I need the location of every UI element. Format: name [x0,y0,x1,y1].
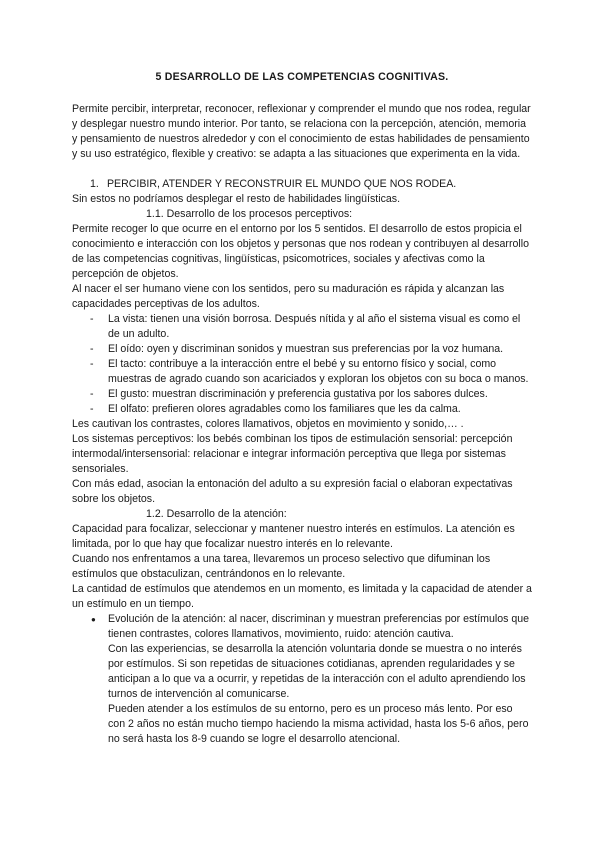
section-1-heading [90,177,532,192]
document-body [72,70,532,747]
list-item-gusto: - El gusto: muestran discriminación y preferencia gustativa por los sabores dulces. [72,387,532,402]
subsection-1-1-paragraph-4: Los sistemas perceptivos: los bebés combinan los tipos de estimulación sensorial: percepción intermodal/intersensorial: relacionar e integrar información perceptiva que llega por sistemas sensoriales. [72,433,513,475]
subsection-1-2-paragraph-3: La cantidad de estímulos que atendemos en un momento, es limitada y la capacidad de atender a un estímulo en un tiempo. [72,583,532,610]
subsection-1-1-paragraph-2: Al nacer el ser humano viene con los sentidos, pero su maduración es rápida y alcanzan las capacidades perceptivas de los adultos. [72,283,505,310]
list-item-evolucion [72,612,532,642]
subsection-1-2-paragraph-1: Capacidad para focalizar, seleccionar y mantener nuestro interés en estímulos. La atención es limitada, por lo que hay que focalizar nuestro interés en lo relevante. [72,523,515,550]
subsection-1-1-paragraph-1: Permite recoger lo que ocurre en el entorno por los 5 sentidos. El desarrollo de estos propicia el conocimiento e interacción con los objetos y personas que nos rodean y contribuyen al desarrollo de las competencias cognitivas, lingüísticas, psicomotrices, sociales y afectivas como la percepción de objetos. [72,223,529,280]
subsection-1-1-paragraph-3: Les cautivan los contrastes, colores llamativos, objetos en movimiento y sonido,… . [72,418,464,430]
section-1-number: 1. [90,178,99,190]
subsection-1-2-paragraph-2: Cuando nos enfrentamos a una tarea, llevaremos un proceso selectivo que difuminan los estímulos que obstaculizan, centrándonos en lo relevante. [72,553,491,580]
section-1-lead: Sin estos no podríamos desplegar el resto de habilidades lingüísticas. [72,193,401,205]
evolucion-paragraph-3: Pueden atender a los estímulos de su entorno, pero es un proceso más lento. Por eso con 2 años no están mucho tiempo haciendo la misma actividad, hasta los 5-6 años, pero no será hasta los 8-9 cuando se logre el desarrollo atencional. [108,703,529,745]
subsection-1-2-heading: 1.2. Desarrollo de la atención: [146,508,287,520]
subsection-1-1-heading: 1.1. Desarrollo de los procesos perceptivos: [146,208,353,220]
intro-paragraph: Permite percibir, interpretar, reconocer, reflexionar y comprender el mundo que nos rodea, regular y desplegar nuestro mundo interior. Por tanto, se relaciona con la percepción, atención, memoria y pensamiento de nuestros alrededor y con el conocimiento de estas habilidades de pensamiento y su uso estratégico, flexible y creativo: se adapta a las situaciones que experimenta en la vida. [72,103,531,160]
senses-list [72,312,532,417]
evolucion-paragraph-2: Con las experiencias, se desarrolla la atención voluntaria donde se muestra o no interés por estímulos. Si son repetidas de situaciones cotidianas, aprenden regularidades y se anticipan a lo que va a ocurrir, y repetidas de la interacción con el adulto aprendiendo los turnos de intervención al comunicarse. [108,643,526,700]
section-1-title: PERCIBIR, ATENDER Y RECONSTRUIR EL MUNDO QUE NOS RODEA. [106,178,457,190]
bullet-icon: ● [91,615,96,624]
list-item-oido: - El oído: oyen y discriminan sonidos y muestran sus preferencias por la voz humana. [72,342,532,357]
evolucion-text: Evolución de la atención: al nacer, discriminan y muestran preferencias por estímulos que tienen contrastes, colores llamativos, movimiento, ruido: atención cautiva. [108,613,530,640]
page-title: 5 DESARROLLO DE LAS COMPETENCIAS COGNITIVAS. [155,71,449,83]
list-item-vista: - La vista: tienen una visión borrosa. Después nítida y al año el sistema visual es como el de un adulto. [72,312,532,342]
subsection-1-1-paragraph-5: Con más edad, asocian la entonación del adulto a su expresión facial o elaboran expectativas sobre los objetos. [72,478,513,505]
list-item-tacto: - El tacto: contribuye a la interacción entre el bebé y su entorno físico y social, como muestras de agrado cuando son acariciados y exploran los objetos con su boca o manos. [72,357,532,387]
attention-list [72,612,532,642]
list-item-olfato: - El olfato: prefieren olores agradables como los familiares que les da calma. [72,402,532,417]
